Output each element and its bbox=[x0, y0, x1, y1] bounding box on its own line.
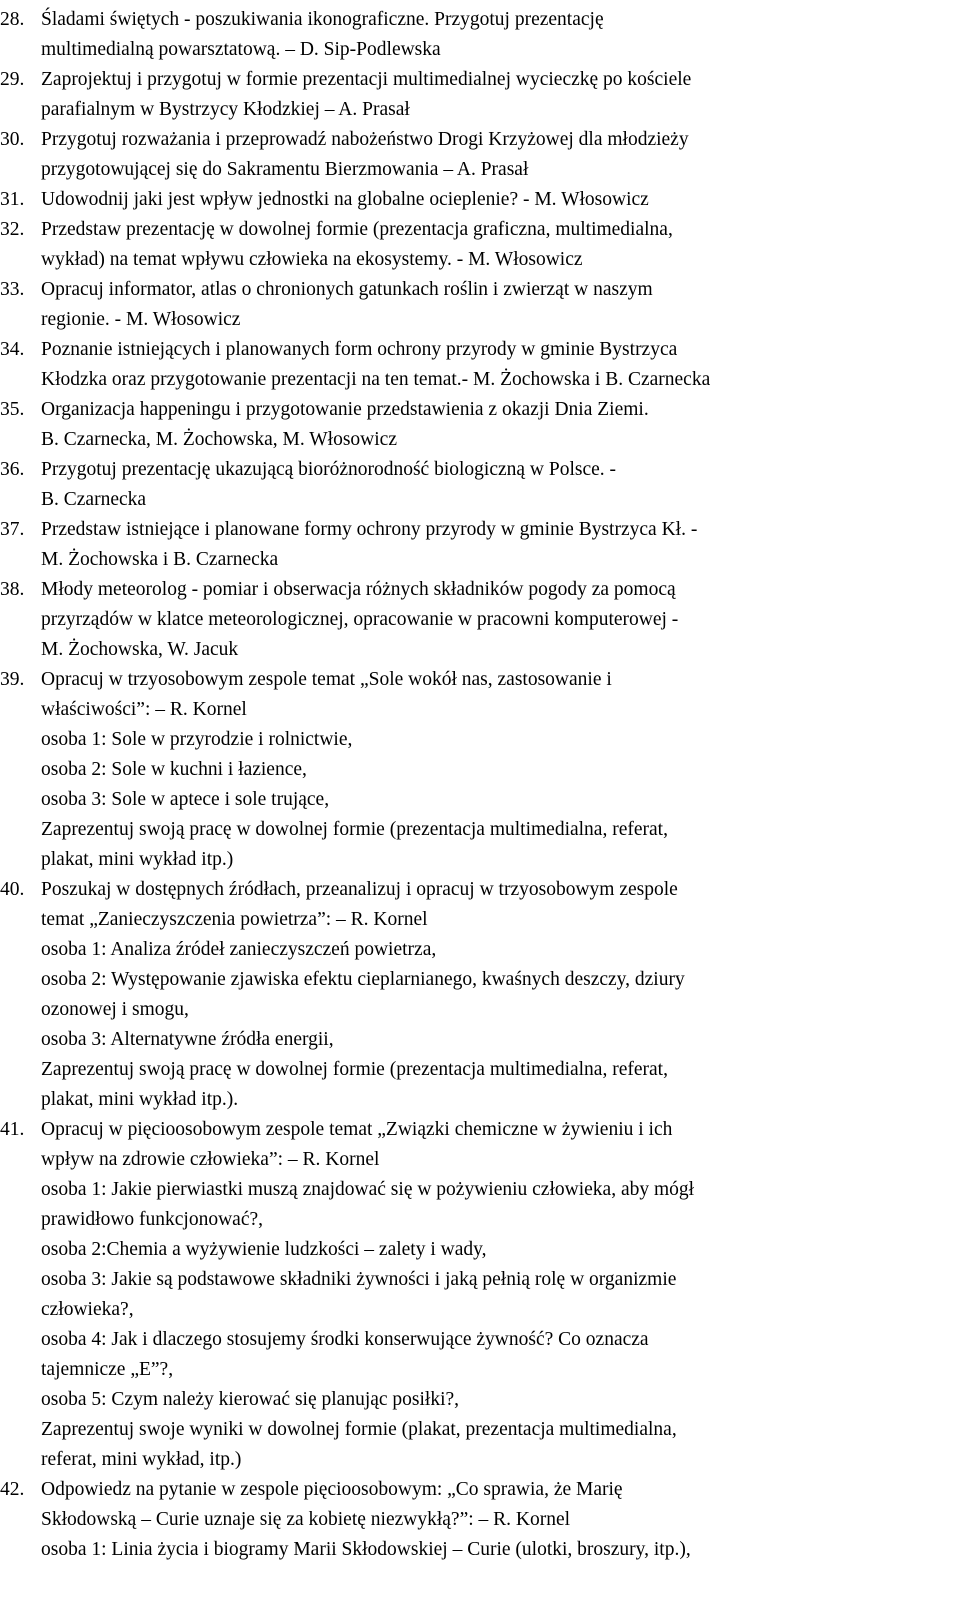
item-text-line: osoba 3: Sole w aptece i sole trujące, bbox=[41, 789, 330, 810]
item-text-line: Poznanie istniejących i planowanych form ochrony przyrody w gminie Bystrzyca bbox=[41, 339, 678, 360]
item-text-line: Śladami świętych - poszukiwania ikonograficzne. Przygotuj prezentację bbox=[41, 9, 604, 30]
item-text-line: multimedialną powarsztatową. – D. Sip-Podlewska bbox=[41, 39, 441, 60]
list-item bbox=[0, 65, 960, 125]
item-text-line: osoba 1: Sole w przyrodzie i rolnictwie, bbox=[41, 729, 353, 750]
item-text-line: osoba 2: Sole w kuchni i łazience, bbox=[41, 759, 307, 780]
item-text-line: osoba 2: Występowanie zjawiska efektu cieplarnianego, kwaśnych deszczy, dziury bbox=[41, 969, 685, 990]
item-text-line: Opracuj informator, atlas o chronionych gatunkach roślin i zwierząt w naszym bbox=[41, 279, 653, 300]
item-text-line: Zaprezentuj swoje wyniki w dowolnej formie (plakat, prezentacja multimedialna, bbox=[41, 1419, 677, 1440]
item-text-line: tajemnicze „E”?, bbox=[41, 1359, 174, 1380]
item-text-line: osoba 5: Czym należy kierować się planując posiłki?, bbox=[41, 1389, 460, 1410]
item-text-line: Przygotuj rozważania i przeprowadź nabożeństwo Drogi Krzyżowej dla młodzieży bbox=[41, 129, 689, 150]
item-text-line: wpływ na zdrowie człowieka”: – R. Kornel bbox=[41, 1149, 380, 1170]
item-text-line: Skłodowską – Curie uznaje się za kobietę niezwykłą?”: – R. Kornel bbox=[41, 1509, 571, 1530]
item-text-line: Kłodzka oraz przygotowanie prezentacji na ten temat.- M. Żochowska i B. Czarnecka bbox=[41, 369, 711, 390]
item-text-line: regionie. - M. Włosowicz bbox=[41, 309, 241, 330]
list-item bbox=[0, 575, 960, 665]
item-text-line: prawidłowo funkcjonować?, bbox=[41, 1209, 264, 1230]
list-item bbox=[0, 1115, 960, 1475]
item-text-line: M. Żochowska, W. Jacuk bbox=[41, 639, 239, 660]
item-text-line: właściwości”: – R. Kornel bbox=[41, 699, 247, 720]
list-item bbox=[0, 335, 960, 395]
item-text-line: osoba 1: Jakie pierwiastki muszą znajdować się w pożywieniu człowieka, aby mógł bbox=[41, 1179, 695, 1200]
item-text-line: osoba 2:Chemia a wyżywienie ludzkości – zalety i wady, bbox=[41, 1239, 487, 1260]
item-number: 31. bbox=[0, 189, 25, 210]
list-item bbox=[0, 125, 960, 185]
item-text-line: Zaprojektuj i przygotuj w formie prezentacji multimedialnej wycieczkę po kościele bbox=[41, 69, 692, 90]
item-text-line: wykład) na temat wpływu człowieka na ekosystemy. - M. Włosowicz bbox=[41, 249, 583, 270]
item-text-line: Przygotuj prezentację ukazującą bioróżnorodność biologiczną w Polsce. - bbox=[41, 459, 617, 480]
item-text-line: osoba 3: Alternatywne źródła energii, bbox=[41, 1029, 334, 1050]
list-item bbox=[0, 395, 960, 455]
item-text-line: osoba 1: Linia życia i biogramy Marii Skłodowskiej – Curie (ulotki, broszury, itp.), bbox=[41, 1539, 691, 1560]
item-text-line: temat „Zanieczyszczenia powietrza”: – R. Kornel bbox=[41, 909, 428, 930]
item-text-line: ozonowej i smogu, bbox=[41, 999, 189, 1020]
item-text-line: Udowodnij jaki jest wpływ jednostki na globalne ocieplenie? - M. Włosowicz bbox=[41, 189, 649, 210]
item-text-line: przyrządów w klatce meteorologicznej, opracowanie w pracowni komputerowej - bbox=[41, 609, 679, 630]
item-number: 39. bbox=[0, 669, 25, 690]
item-number: 29. bbox=[0, 69, 25, 90]
item-number: 36. bbox=[0, 459, 25, 480]
item-text-line: przygotowującej się do Sakramentu Bierzmowania – A. Prasał bbox=[41, 159, 529, 180]
item-text-line: B. Czarnecka, M. Żochowska, M. Włosowicz bbox=[41, 429, 397, 450]
item-text-line: B. Czarnecka bbox=[41, 489, 147, 510]
item-text-line: Poszukaj w dostępnych źródłach, przeanalizuj i opracuj w trzyosobowym zespole bbox=[41, 879, 678, 900]
list-item bbox=[0, 1475, 960, 1565]
item-number: 30. bbox=[0, 129, 25, 150]
item-text-line: Organizacja happeningu i przygotowanie przedstawienia z okazji Dnia Ziemi. bbox=[41, 399, 649, 420]
item-number: 34. bbox=[0, 339, 25, 360]
list-item bbox=[0, 455, 960, 515]
item-number: 40. bbox=[0, 879, 25, 900]
item-number: 42. bbox=[0, 1479, 25, 1500]
item-number: 35. bbox=[0, 399, 25, 420]
list-item bbox=[0, 515, 960, 575]
item-text-line: Przedstaw prezentację w dowolnej formie (prezentacja graficzna, multimedialna, bbox=[41, 219, 673, 240]
item-text-line: człowieka?, bbox=[41, 1299, 134, 1320]
item-number: 41. bbox=[0, 1119, 25, 1140]
item-text-line: osoba 4: Jak i dlaczego stosujemy środki konserwujące żywność? Co oznacza bbox=[41, 1329, 649, 1350]
item-number: 32. bbox=[0, 219, 25, 240]
item-text-line: osoba 3: Jakie są podstawowe składniki żywności i jaką pełnią rolę w organizmie bbox=[41, 1269, 677, 1290]
item-text-line: Zaprezentuj swoją pracę w dowolnej formie (prezentacja multimedialna, referat, bbox=[41, 819, 668, 840]
item-text-line: Przedstaw istniejące i planowane formy ochrony przyrody w gminie Bystrzyca Kł. - bbox=[41, 519, 698, 540]
item-text-line: referat, mini wykład, itp.) bbox=[41, 1449, 242, 1470]
list-item bbox=[0, 875, 960, 1115]
list-item bbox=[0, 215, 960, 275]
task-list bbox=[0, 5, 960, 1565]
item-number: 33. bbox=[0, 279, 25, 300]
item-text-line: Opracuj w trzyosobowym zespole temat „Sole wokół nas, zastosowanie i bbox=[41, 669, 612, 690]
item-number: 38. bbox=[0, 579, 25, 600]
item-text-line: plakat, mini wykład itp.) bbox=[41, 849, 234, 870]
item-number: 37. bbox=[0, 519, 25, 540]
item-text-line: Odpowiedz na pytanie w zespole pięcioosobowym: „Co sprawia, że Marię bbox=[41, 1479, 623, 1500]
list-item bbox=[0, 275, 960, 335]
item-text-line: plakat, mini wykład itp.). bbox=[41, 1089, 239, 1110]
item-text-line: M. Żochowska i B. Czarnecka bbox=[41, 549, 279, 570]
list-item bbox=[0, 665, 960, 875]
item-text-line: Młody meteorolog - pomiar i obserwacja różnych składników pogody za pomocą bbox=[41, 579, 676, 600]
item-text-line: Opracuj w pięcioosobowym zespole temat „Związki chemiczne w żywieniu i ich bbox=[41, 1119, 673, 1140]
list-item bbox=[0, 5, 960, 65]
item-text-line: Zaprezentuj swoją pracę w dowolnej formie (prezentacja multimedialna, referat, bbox=[41, 1059, 668, 1080]
item-text-line: parafialnym w Bystrzycy Kłodzkiej – A. Prasał bbox=[41, 99, 410, 120]
item-text-line: osoba 1: Analiza źródeł zanieczyszczeń powietrza, bbox=[41, 939, 437, 960]
item-number: 28. bbox=[0, 9, 25, 30]
list-item bbox=[0, 185, 960, 215]
